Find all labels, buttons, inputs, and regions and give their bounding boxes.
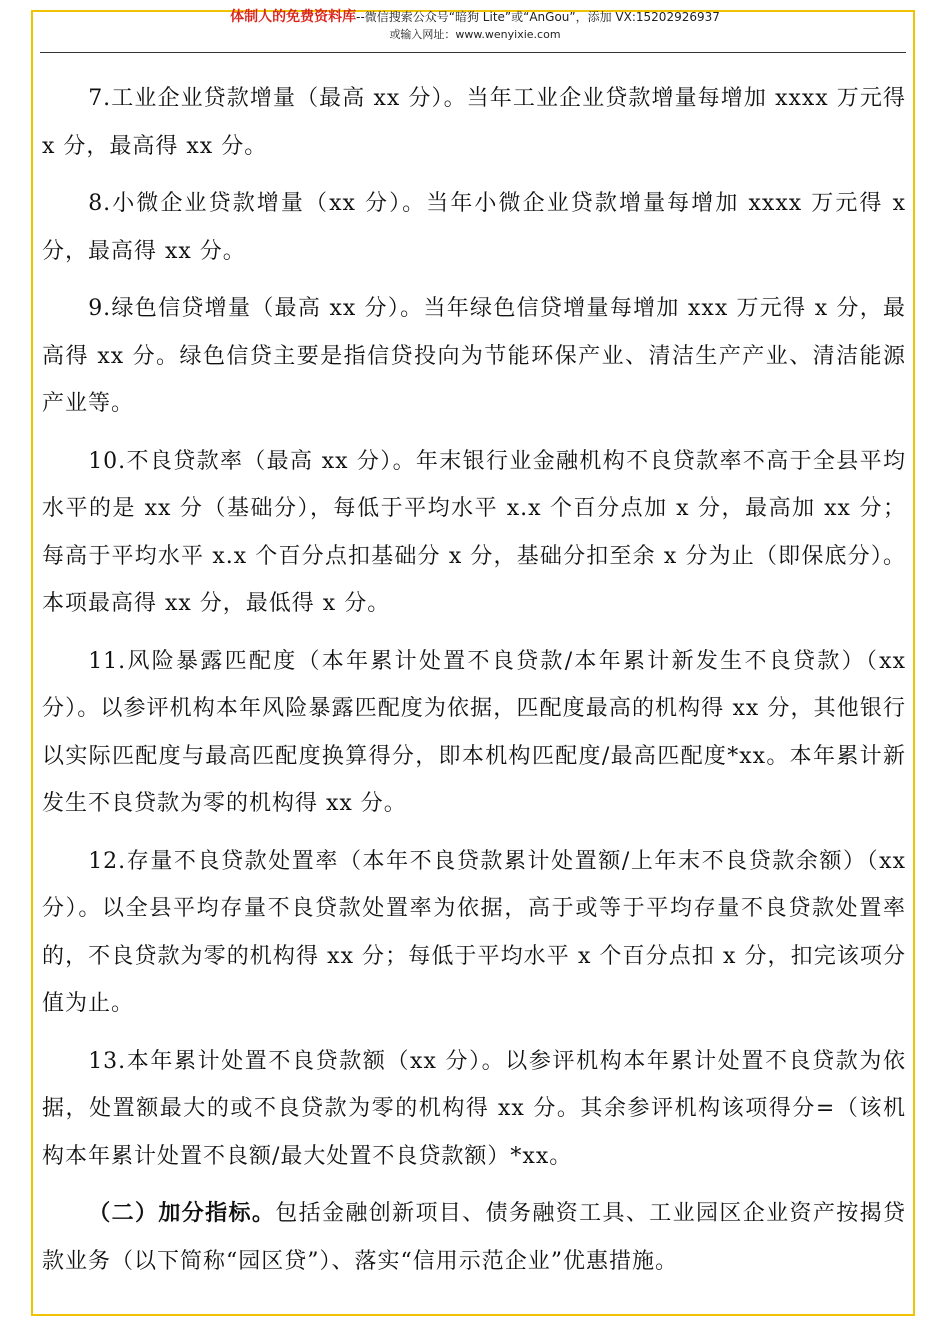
header-divider — [40, 52, 906, 53]
section-text: 包括金融创新项目、债务融资工具、工业园区企业资产按揭贷款业务（以下简称“园区贷”）、落实“信用示范企业”优惠措施。 — [42, 1201, 906, 1274]
paragraph-9: 9.绿色信贷增量（最高 xx 分）。当年绿色信贷增量每增加 xxx 万元得 x 分，最高得 xx 分。绿色信贷主要是指信贷投向为节能环保产业、清洁生产产业、清洁能源产业等。 — [42, 296, 906, 416]
paragraph-11: 11.风险暴露匹配度（本年累计处置不良贷款/本年累计新发生不良贷款）（xx 分）。以参评机构本年风险暴露匹配度为依据，匹配度最高的机构得 xx 分，其他银行以实际匹配度与最高匹配度换算得分，即本机构匹配度/最高匹配度*xx。本年累计新发生不良贷款为零的机构得 xx 分。 — [42, 648, 906, 816]
paragraph-bonus-indicators — [42, 1190, 906, 1285]
paragraph-12: 12.存量不良贷款处置率（本年不良贷款累计处置额/上年末不良贷款余额）（xx 分）。以全县平均存量不良贷款处置率为依据，高于或等于平均存量不良贷款处置率的，不良贷款为零的机构得 xx 分；每低于平均水平 x 个百分点扣 x 分，扣完该项分值为止。 — [42, 848, 906, 1016]
paragraph-10: 10.不良贷款率（最高 xx 分）。年末银行业金融机构不良贷款率不高于全县平均水平的是 xx 分（基础分），每低于平均水平 x.x 个百分点加 x 分，最高加 xx 分；每高于平均水平 x.x 个百分点扣基础分 x 分，基础分扣至余 x 分为止（即保底分）。本项最高得 xx 分，最低得 x 分。 — [42, 448, 906, 616]
brand-name: 体制人的免费资料库 — [230, 9, 357, 25]
section-heading: （二）加分指标。 — [88, 1201, 276, 1226]
document-body — [42, 75, 906, 1285]
paragraph-8: 8.小微企业贷款增量（xx 分）。当年小微企业贷款增量每增加 xxxx 万元得 x 分，最高得 xx 分。 — [42, 191, 906, 264]
contact-info: --微信搜索公众号“暗狗 Lite”或“AnGou”，添加 VX:15202926937 — [356, 10, 720, 24]
paragraph-7: 7.工业企业贷款增量（最高 xx 分）。当年工业企业贷款增量每增加 xxxx 万元得 x 分，最高得 xx 分。 — [42, 86, 906, 159]
paragraph-13: 13.本年累计处置不良贷款额（xx 分）。以参评机构本年累计处置不良贷款为依据，处置额最大的或不良贷款为零的机构得 xx 分。其余参评机构该项得分=（该机构本年累计处置不良额/最大处置不良贷款额）*xx。 — [42, 1048, 906, 1169]
watermark-header — [0, 8, 950, 44]
website-line: 或输入网址：www.wenyixie.com — [389, 28, 561, 41]
header-line-1 — [0, 8, 950, 26]
